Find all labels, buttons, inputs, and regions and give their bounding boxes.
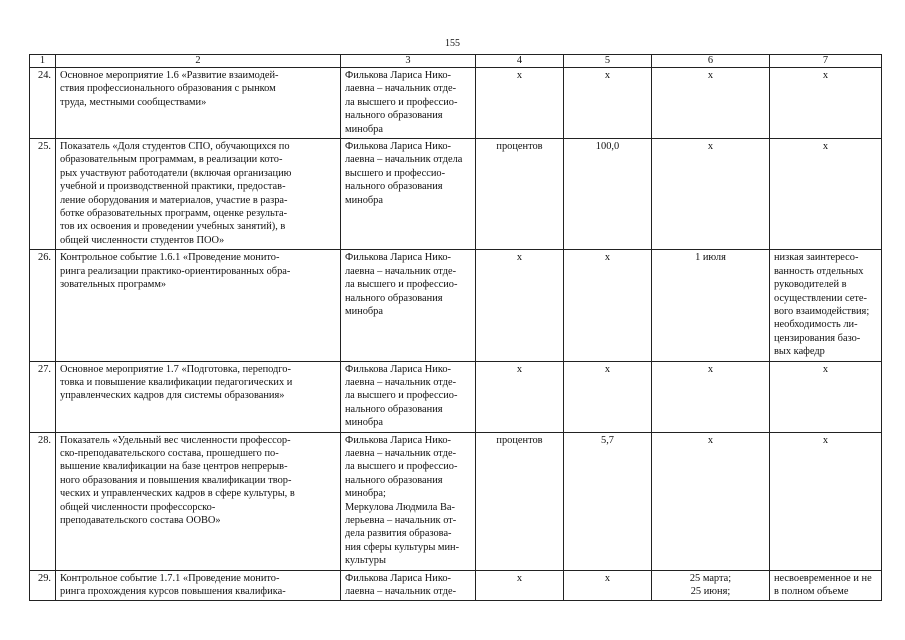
responsible-cell-line: ла высшего и профессио- — [345, 461, 458, 473]
notes-cell-line: х — [822, 434, 829, 446]
description-cell-line: образовательным программам, в реализации кото- — [60, 154, 283, 166]
table-row — [30, 250, 882, 361]
responsible-cell-line: ла высшего и профессио- — [345, 279, 458, 291]
description-cell-line: управленческих кадров для системы образования» — [60, 390, 285, 402]
notes-cell — [770, 250, 882, 361]
description-cell-line: ление оборудования и материалов, участие в разра- — [60, 194, 288, 206]
responsible-cell-line: Филькова Лариса Нико- — [345, 141, 451, 153]
deadline-cell-line: х — [707, 363, 714, 375]
unit-cell: х — [476, 250, 564, 361]
table-row — [30, 432, 882, 570]
deadline-cell-line: х — [707, 70, 714, 81]
unit-cell: х — [476, 570, 564, 601]
description-cell-line: тов их освоения и проведении учебных занятий), в — [60, 221, 286, 233]
description-cell-line: учебной и производственной практики, предостав- — [60, 181, 286, 193]
description-cell-line: Основное мероприятие 1.7 «Подготовка, переподго- — [60, 363, 291, 375]
notes-cell — [770, 361, 882, 432]
responsible-cell-line: Филькова Лариса Нико- — [345, 572, 451, 584]
value-cell: 100,0 — [564, 139, 652, 250]
responsible-cell-line: Филькова Лариса Нико- — [345, 363, 451, 375]
value-cell: х — [564, 250, 652, 361]
responsible-cell-line: Филькова Лариса Нико- — [345, 434, 451, 446]
responsible-cell — [341, 139, 476, 250]
notes-cell — [770, 432, 882, 570]
value-cell: 5,7 — [564, 432, 652, 570]
description-cell-line: ско-преподавательского состава, прошедшего по- — [60, 447, 279, 459]
deadline-cell — [652, 68, 770, 139]
responsible-cell — [341, 361, 476, 432]
responsible-cell-line: нального образования — [345, 292, 443, 304]
table-body — [30, 68, 882, 601]
notes-cell-line: несвоевременное и не — [774, 572, 872, 584]
responsible-cell-line: нального образования — [345, 110, 443, 122]
responsible-cell-line: лаевна – начальник отде- — [345, 265, 457, 277]
responsible-cell-line: нального образования — [345, 474, 443, 486]
column-number-4: 4 — [476, 55, 564, 68]
value-cell: х — [564, 361, 652, 432]
description-cell-line: Основное мероприятие 1.6 «Развитие взаимодей- — [60, 70, 279, 81]
description-cell-line: ринга реализации практико-ориентированных обра- — [60, 265, 291, 277]
responsible-cell-line: лаевна – начальник отде- — [345, 83, 457, 95]
notes-cell — [770, 570, 882, 601]
document-table — [29, 54, 882, 601]
responsible-cell-line: нального образования — [345, 403, 443, 415]
unit-cell: процентов — [476, 139, 564, 250]
description-cell — [56, 361, 341, 432]
notes-cell-line: вых кафедр — [774, 346, 825, 358]
row-number: 26. — [30, 250, 56, 361]
value-cell: х — [564, 68, 652, 139]
description-cell-line: зовательных программ» — [60, 279, 167, 291]
responsible-cell-line: культуры — [345, 555, 386, 567]
responsible-cell-line: лаевна – начальник отде- — [345, 376, 457, 388]
description-cell — [56, 139, 341, 250]
deadline-cell-line: 1 июля — [695, 252, 726, 264]
responsible-cell-line: минобра — [345, 123, 383, 135]
description-cell-line: Показатель «Удельный вес численности профессор- — [60, 434, 291, 446]
responsible-cell-line: Филькова Лариса Нико- — [345, 252, 451, 264]
responsible-cell-line: ния сферы культуры мин- — [345, 541, 460, 553]
row-number: 24. — [30, 68, 56, 139]
deadline-cell — [652, 361, 770, 432]
responsible-cell-line: Меркулова Людмила Ва- — [345, 501, 456, 513]
responsible-cell-line: минобра — [345, 305, 383, 317]
row-number: 27. — [30, 361, 56, 432]
table-row — [30, 570, 882, 601]
responsible-cell-line: минобра — [345, 194, 383, 206]
responsible-cell-line: ла высшего и профессио- — [345, 390, 458, 402]
deadline-cell-line: х — [707, 141, 714, 153]
description-cell-line: Контрольное событие 1.7.1 «Проведение монито- — [60, 572, 280, 584]
description-cell — [56, 570, 341, 601]
notes-cell-line: вого взаимодействия; — [774, 305, 870, 317]
table-row — [30, 139, 882, 250]
column-number-1: 1 — [30, 55, 56, 68]
description-cell-line: общей численности профессорско- — [60, 501, 216, 513]
description-cell-line: Показатель «Доля студентов СПО, обучающихся по — [60, 141, 290, 153]
column-number-row — [30, 55, 882, 68]
description-cell-line: преподавательского состава ООВО» — [60, 515, 221, 526]
description-cell-line: Контрольное событие 1.6.1 «Проведение монито- — [60, 252, 280, 264]
description-cell-line: ринга прохождения курсов повышения квалифика- — [60, 586, 286, 598]
notes-cell-line: ванность отдельных — [774, 265, 864, 277]
responsible-cell-line: ла высшего и профессио- — [345, 96, 458, 108]
responsible-cell-line: лаевна – начальник отде- — [345, 586, 457, 598]
deadline-cell — [652, 432, 770, 570]
notes-cell-line: х — [822, 141, 829, 153]
responsible-cell-line: нального образования — [345, 181, 443, 193]
notes-cell-line: руководителей в — [774, 279, 847, 291]
responsible-cell-line: Филькова Лариса Нико- — [345, 70, 451, 81]
responsible-cell-line: лаевна – начальник отде- — [345, 447, 457, 459]
responsible-cell-line: лаевна – начальник отдела — [345, 154, 463, 166]
responsible-cell — [341, 250, 476, 361]
responsible-cell-line: высшего и профессио- — [345, 167, 446, 179]
table-row — [30, 68, 882, 139]
unit-cell: х — [476, 68, 564, 139]
notes-cell-line: х — [822, 363, 829, 375]
description-cell-line: ствия профессионального образования с рынком — [60, 83, 276, 95]
notes-cell-line: х — [822, 70, 829, 81]
description-cell-line: общей численности студентов ПОО» — [60, 234, 225, 246]
table-row — [30, 361, 882, 432]
description-cell-line: ботке образовательных программ, оценке результа- — [60, 208, 288, 220]
deadline-cell — [652, 139, 770, 250]
unit-cell: процентов — [476, 432, 564, 570]
notes-cell-line: цензирования базо- — [774, 332, 861, 344]
description-cell-line: рых участвуют работодатели (включая организацию — [60, 167, 292, 179]
deadline-cell — [652, 250, 770, 361]
notes-cell — [770, 139, 882, 250]
column-number-5: 5 — [564, 55, 652, 68]
value-cell: х — [564, 570, 652, 601]
description-cell-line: труда, местными сообществами» — [60, 96, 207, 108]
column-number-3: 3 — [341, 55, 476, 68]
unit-cell: х — [476, 361, 564, 432]
responsible-cell-line: лерьевна – начальник от- — [345, 515, 457, 526]
row-number: 29. — [30, 570, 56, 601]
row-number: 25. — [30, 139, 56, 250]
description-cell-line: ного образования и повышения квалификации твор- — [60, 474, 292, 486]
deadline-cell-line: 25 марта; — [689, 572, 732, 584]
page-number: 155 — [445, 38, 460, 49]
notes-cell-line: в полном объеме — [774, 586, 849, 598]
column-number-2: 2 — [56, 55, 341, 68]
column-number-6: 6 — [652, 55, 770, 68]
description-cell — [56, 68, 341, 139]
row-number: 28. — [30, 432, 56, 570]
deadline-cell — [652, 570, 770, 601]
description-cell — [56, 250, 341, 361]
responsible-cell-line: дела развития образова- — [345, 528, 452, 540]
description-cell-line: ческих и управленческих кадров в сфере культуры, в — [60, 488, 295, 500]
notes-cell-line: необходимость ли- — [774, 319, 858, 331]
description-cell-line: товка и повышение квалификации педагогических и — [60, 376, 293, 388]
responsible-cell — [341, 68, 476, 139]
responsible-cell-line: минобра — [345, 417, 383, 429]
notes-cell-line: низкая заинтересо- — [774, 252, 859, 264]
responsible-cell-line: минобра; — [345, 488, 386, 500]
responsible-cell — [341, 432, 476, 570]
deadline-cell-line: х — [707, 434, 714, 446]
description-cell-line: вышение квалификации на базе центров непрерыв- — [60, 461, 288, 473]
notes-cell — [770, 68, 882, 139]
deadline-cell-line: 25 июня; — [690, 586, 731, 598]
responsible-cell — [341, 570, 476, 601]
description-cell — [56, 432, 341, 570]
column-number-7: 7 — [770, 55, 882, 68]
notes-cell-line: осуществлении сете- — [774, 292, 867, 304]
